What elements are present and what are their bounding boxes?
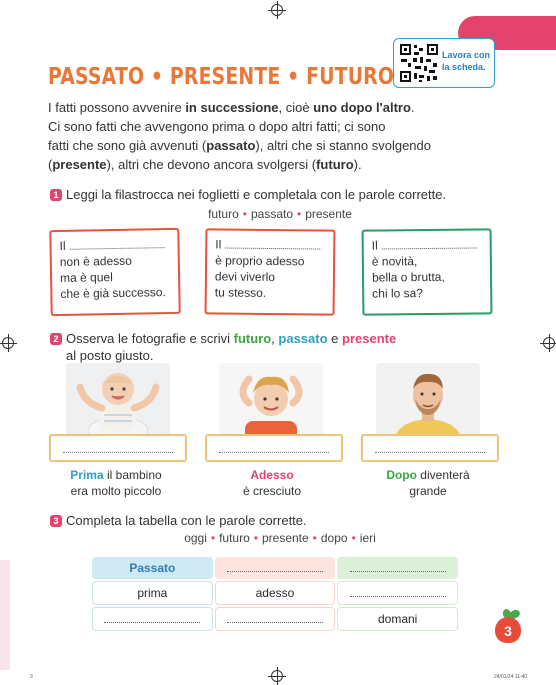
footer-right: 24/01/24 11:40 <box>494 674 527 680</box>
exercise-number: 2 <box>50 333 62 345</box>
qr-label: Lavora con la scheda. <box>442 50 491 72</box>
registration-mark-bottom <box>271 670 283 682</box>
caption-dopo: Dopo diventerà grande <box>386 468 470 498</box>
footer-left: 3 <box>30 674 33 680</box>
caption-prima: Prima il bambino era molto piccolo <box>70 468 162 498</box>
page-title: PASSATO • PRESENTE • FUTURO <box>48 64 395 90</box>
exercise-3-instruction: 3 Completa la tabella con le parole corrette. <box>50 513 307 528</box>
cell-blank-r2c1[interactable] <box>92 607 213 631</box>
exercise-3-wordbank: oggi • futuro • presente • dopo • ieri <box>184 531 376 545</box>
header-blank-presente[interactable] <box>215 557 336 579</box>
exercise-number: 1 <box>50 189 62 201</box>
cell-blank-r1[interactable] <box>337 581 458 605</box>
registration-mark-top <box>271 4 283 16</box>
note-presente: Il è proprio adesso devi viverlo tu stesso. <box>205 228 336 315</box>
caption-adesso: Adesso è cresciuto <box>242 468 302 498</box>
note-futuro: Il è novità, bella o brutta, chi lo sa? <box>362 228 493 315</box>
answer-box-3[interactable] <box>361 434 499 462</box>
cell-adesso: adesso <box>215 581 336 605</box>
answer-box-1[interactable] <box>49 434 187 462</box>
note-passato: Il non è adesso ma è quel che è già successo. <box>49 228 180 316</box>
exercise-1-instruction: 1 Leggi la filastrocca nei foglietti e completala con le parole corrette. <box>50 187 446 202</box>
exercise-2-instruction: 2 Osserva le fotografie e scrivi futuro, passato e presente al posto giusto. <box>50 330 396 364</box>
qr-code-icon <box>399 43 439 83</box>
header-passato: Passato <box>92 557 213 579</box>
page-number-badge: 3 <box>495 617 521 643</box>
answer-box-2[interactable] <box>205 434 343 462</box>
margin-strip <box>0 560 10 670</box>
qr-box[interactable] <box>393 38 495 88</box>
cell-prima: prima <box>92 581 213 605</box>
intro-paragraph: I fatti possono avvenire in successione, cioè uno dopo l'altro. Ci sono fatti che avvengono prima o dopo altri fatti; ci sono fatti che sono già avvenuti (passato), altri che si stanno svolgendo (presente), altri che devono ancora svolgersi (futuro). <box>48 100 432 172</box>
registration-mark-right <box>543 337 555 349</box>
fill-blank[interactable] <box>382 236 477 249</box>
fill-blank[interactable] <box>69 236 164 250</box>
exercise-number: 3 <box>50 515 62 527</box>
photo-boy <box>219 363 323 440</box>
photo-baby <box>66 363 170 440</box>
header-blank-futuro[interactable] <box>337 557 458 579</box>
exercise-1-wordbank: futuro • passato • presente <box>208 207 352 221</box>
registration-mark-left <box>2 337 14 349</box>
fill-blank[interactable] <box>225 237 320 250</box>
photo-man <box>376 363 480 440</box>
cell-blank-r2c2[interactable] <box>215 607 336 631</box>
time-table <box>90 555 460 633</box>
cell-domani: domani <box>337 607 458 631</box>
